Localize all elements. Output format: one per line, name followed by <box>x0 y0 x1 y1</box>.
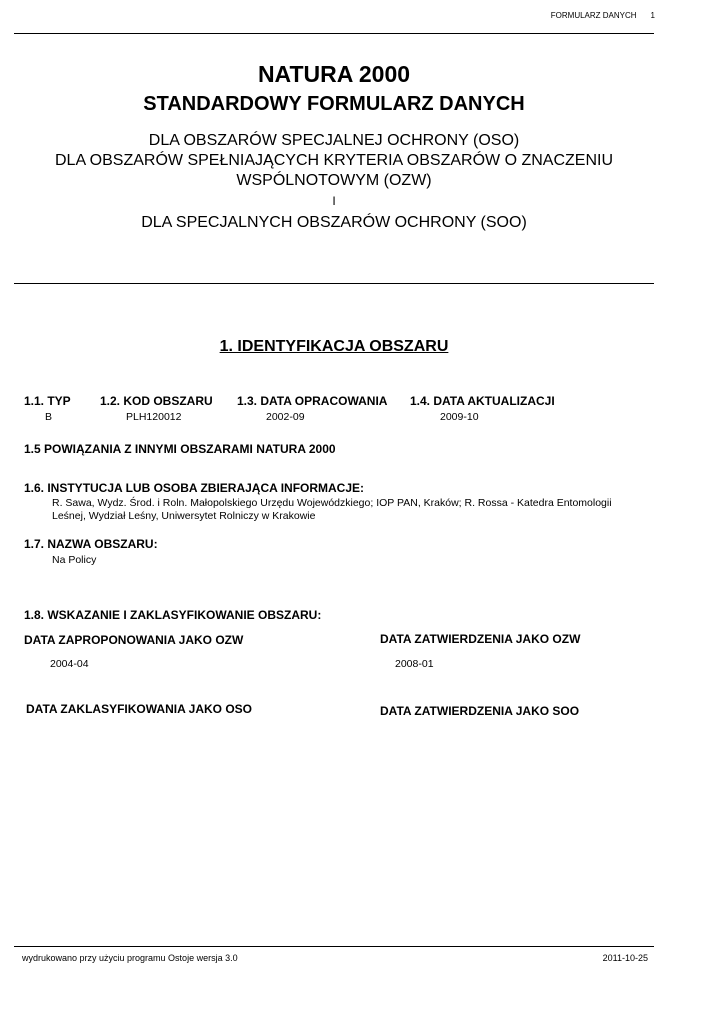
zatwierdzenia-ozw-label: DATA ZATWIERDZENIA JAKO OZW <box>380 632 581 646</box>
kod-value: PLH120012 <box>126 411 182 423</box>
subtitle-line-5: DLA SPECJALNYCH OBSZARÓW OCHRONY (SOO) <box>141 214 527 231</box>
footer-rule <box>14 946 654 947</box>
wskazanie-label: 1.8. WSKAZANIE I ZAKLASYFIKOWANIE OBSZARU: <box>24 608 322 622</box>
kod-label: 1.2. KOD OBSZARU <box>100 394 213 408</box>
subtitle-conjunction: I <box>332 194 336 208</box>
instytucja-value <box>52 497 662 523</box>
page-number: 1 <box>650 11 655 20</box>
data-opracowania-label: 1.3. DATA OPRACOWANIA <box>237 394 388 408</box>
powiazania-label: 1.5 POWIĄZANIA Z INNYMI OBSZARAMI NATURA 2000 <box>24 442 336 456</box>
zatwierdzenia-ozw-value: 2008-01 <box>395 658 434 670</box>
subtitle-line-2: DLA OBSZARÓW SPEŁNIAJĄCYCH KRYTERIA OBSZARÓW O ZNACZENIU <box>54 152 614 169</box>
zatwierdzenia-soo-label: DATA ZATWIERDZENIA JAKO SOO <box>380 704 580 718</box>
subtitle-line-1: DLA OBSZARÓW SPECJALNEJ OCHRONY (OSO) <box>148 132 520 149</box>
data-opracowania-value: 2002-09 <box>266 411 305 423</box>
form-name: FORMULARZ DANYCH <box>550 11 637 20</box>
nazwa-value: Na Policy <box>52 554 97 566</box>
instytucja-label: 1.6. INSTYTUCJA LUB OSOBA ZBIERAJĄCA INFORMACJE: <box>24 481 365 495</box>
footer-print-date: 2011-10-25 <box>602 953 648 963</box>
top-rule <box>14 33 654 34</box>
title-separator-rule <box>14 283 654 284</box>
title-natura: NATURA 2000 <box>257 61 411 87</box>
instytucja-line-1: R. Sawa, Wydz. Środ. i Roln. Małopolskiego Urzędu Wojewódzkiego; IOP PAN, Kraków; R. Rossa - Katedra Entomologii <box>52 497 612 509</box>
footer-program-note: wydrukowano przy użyciu programu Ostoje wersja 3.0 <box>22 953 238 963</box>
zaklasyfikowania-oso-label: DATA ZAKLASYFIKOWANIA JAKO OSO <box>26 702 252 716</box>
running-header <box>551 11 655 20</box>
zaproponowania-ozw-value: 2004-04 <box>50 658 89 670</box>
typ-value: B <box>45 411 53 423</box>
typ-label: 1.1. TYP <box>24 394 71 408</box>
subtitle-line-3: WSPÓLNOTOWYM (OZW) <box>236 172 432 189</box>
section-title: 1. IDENTYFIKACJA OBSZARU <box>219 338 449 355</box>
data-aktualizacji-label: 1.4. DATA AKTUALIZACJI <box>410 394 555 408</box>
data-aktualizacji-value: 2009-10 <box>440 411 479 423</box>
nazwa-label: 1.7. NAZWA OBSZARU: <box>24 537 158 551</box>
title-standard-form: STANDARDOWY FORMULARZ DANYCH <box>143 93 525 115</box>
instytucja-line-2: Leśnej, Wydział Leśny, Uniwersytet Rolniczy w Krakowie <box>52 510 316 522</box>
zaproponowania-ozw-label: DATA ZAPROPONOWANIA JAKO OZW <box>24 633 244 647</box>
